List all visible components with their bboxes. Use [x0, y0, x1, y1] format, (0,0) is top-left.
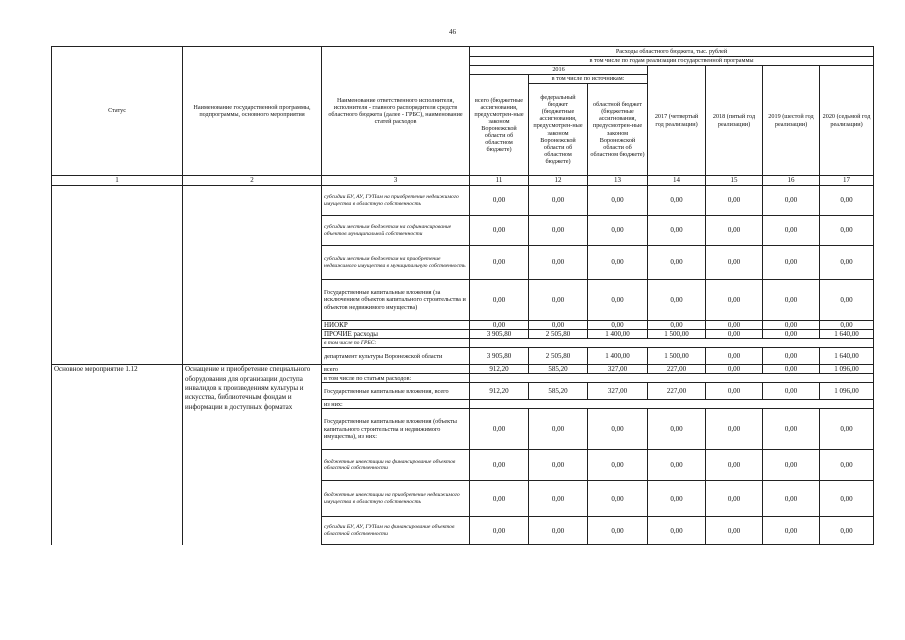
value-cell: 0,00: [706, 409, 763, 450]
header-2019: 2019 (шестой год реализации): [763, 66, 820, 176]
value-cell: 0,00: [648, 280, 706, 321]
value-cell: 0,00: [529, 216, 588, 246]
value-cell: 912,20: [470, 365, 529, 374]
value-cell: 0,00: [820, 186, 874, 216]
row-label: Государственные капитальные вложения (объекты капитального строительства и недвижимого имущества), из них:: [322, 409, 470, 450]
value-cell: 327,00: [588, 365, 648, 374]
value-cell: 0,00: [470, 409, 529, 450]
value-cell: 0,00: [820, 409, 874, 450]
value-cell: 0,00: [470, 450, 529, 481]
col-number: 15: [706, 176, 763, 186]
header-expenses: Расходы областного бюджета, тыс. рублей: [470, 47, 874, 57]
value-cell: 0,00: [470, 246, 529, 280]
value-cell: 0,00: [588, 517, 648, 545]
value-cell: 0,00: [820, 450, 874, 481]
value-cell: 0,00: [763, 481, 820, 517]
header-by-years: в том числе по годам реализации государственной программы: [470, 57, 874, 66]
value-cell: 0,00: [529, 481, 588, 517]
row-label: Государственные капитальные вложения, всего: [322, 383, 470, 400]
col-number: 1: [52, 176, 183, 186]
empty-cells: [470, 400, 874, 409]
value-cell: 0,00: [588, 481, 648, 517]
value-cell: 0,00: [763, 246, 820, 280]
page-number: 46: [449, 28, 456, 36]
value-cell: 227,00: [648, 365, 706, 374]
value-cell: 0,00: [706, 383, 763, 400]
value-cell: 0,00: [529, 450, 588, 481]
row-label: НИОКР: [322, 321, 470, 330]
value-cell: 0,00: [470, 280, 529, 321]
value-cell: 0,00: [763, 330, 820, 339]
value-cell: 1 096,00: [820, 365, 874, 374]
value-cell: 2 505,80: [529, 330, 588, 339]
value-cell: 0,00: [470, 216, 529, 246]
value-cell: 0,00: [648, 517, 706, 545]
header-year-2016: 2016: [470, 66, 648, 75]
value-cell: 0,00: [470, 186, 529, 216]
value-cell: 0,00: [470, 481, 529, 517]
value-cell: 0,00: [648, 246, 706, 280]
value-cell: 0,00: [648, 321, 706, 330]
row-label: субсидии БУ, АУ, ГУПам на финансирование объектов областной собственности: [322, 517, 470, 545]
status-cell-empty: [52, 186, 183, 365]
col-number: 14: [648, 176, 706, 186]
header-status: Статус: [52, 47, 183, 176]
value-cell: 0,00: [763, 365, 820, 374]
col-number: 11: [470, 176, 529, 186]
row-label: из них:: [322, 400, 470, 409]
row-label: Государственные капитальные вложения (за исключением объектов капитального строительства и объектов недвижимого имущества): [322, 280, 470, 321]
value-cell: 0,00: [529, 186, 588, 216]
value-cell: 0,00: [470, 517, 529, 545]
value-cell: 0,00: [529, 280, 588, 321]
value-cell: 0,00: [763, 517, 820, 545]
value-cell: 0,00: [820, 280, 874, 321]
value-cell: 1 640,00: [820, 348, 874, 365]
value-cell: 0,00: [763, 383, 820, 400]
value-cell: 0,00: [706, 321, 763, 330]
value-cell: 1 400,00: [588, 330, 648, 339]
value-cell: 0,00: [588, 450, 648, 481]
value-cell: 0,00: [529, 517, 588, 545]
empty-cells: [470, 374, 874, 383]
value-cell: 0,00: [588, 280, 648, 321]
value-cell: 0,00: [648, 450, 706, 481]
value-cell: 0,00: [529, 409, 588, 450]
row-label: департамент культуры Воронежской области: [322, 348, 470, 365]
value-cell: 0,00: [706, 517, 763, 545]
column-number-row: [52, 176, 874, 186]
header-regional: областной бюджет (бюджетные ассигнования, предусмотрен-ные законом Воронежской области об областном бюджете): [588, 84, 648, 176]
status-cell: Основное мероприятие 1.12: [52, 365, 183, 545]
value-cell: 0,00: [706, 186, 763, 216]
value-cell: 0,00: [763, 450, 820, 481]
value-cell: 0,00: [706, 280, 763, 321]
value-cell: 3 905,80: [470, 330, 529, 339]
program-cell-empty: [183, 186, 322, 365]
col-number: 17: [820, 176, 874, 186]
value-cell: 0,00: [820, 246, 874, 280]
row-label: в том числе по ГРБС:: [322, 339, 470, 348]
col-number: 2: [183, 176, 322, 186]
header-by-sources: в том числе по источникам:: [529, 75, 648, 84]
value-cell: 0,00: [706, 450, 763, 481]
value-cell: 0,00: [763, 321, 820, 330]
value-cell: 0,00: [588, 321, 648, 330]
row-label: бюджетные инвестиции на финансирование объектов областной собственности: [322, 450, 470, 481]
row-label: ПРОЧИЕ расходы: [322, 330, 470, 339]
value-cell: 585,20: [529, 365, 588, 374]
value-cell: 0,00: [763, 186, 820, 216]
budget-table: [51, 46, 874, 545]
value-cell: 3 905,80: [470, 348, 529, 365]
row-label: бюджетные инвестиции на приобретение недвижимого имущества в областную собственность: [322, 481, 470, 517]
value-cell: 0,00: [588, 216, 648, 246]
value-cell: 0,00: [588, 186, 648, 216]
value-cell: 0,00: [706, 481, 763, 517]
table-row: [52, 365, 874, 374]
col-number: 13: [588, 176, 648, 186]
header-executor: Наименование ответственного исполнителя, исполнителя - главного распорядителя средств областного бюджета (далее - ГРБС), наименование статей расходов: [322, 47, 470, 176]
value-cell: 585,20: [529, 383, 588, 400]
value-cell: 0,00: [820, 216, 874, 246]
value-cell: 1 500,00: [648, 330, 706, 339]
value-cell: 0,00: [706, 330, 763, 339]
header-program-name: Наименование государственной программы, подпрограммы, основного мероприятия: [183, 47, 322, 176]
row-label: субсидии местным бюджетам на софинансирование объектов муниципальной собственности: [322, 216, 470, 246]
table-row: [52, 186, 874, 216]
col-number: 3: [322, 176, 470, 186]
empty-cells: [470, 339, 874, 348]
value-cell: 0,00: [763, 216, 820, 246]
value-cell: 2 505,80: [529, 348, 588, 365]
value-cell: 0,00: [820, 321, 874, 330]
program-cell: Оснащение и приобретение специального оборудования для организации доступа инвалидов к произведениям культуры и искусства, библиотечным фондам и информации в доступных форматах: [183, 365, 322, 545]
header-total: всего (бюджетные ассигнования, предусмотрен-ные законом Воронежской области об областном бюджете): [470, 75, 529, 176]
value-cell: 0,00: [588, 409, 648, 450]
value-cell: 0,00: [470, 321, 529, 330]
value-cell: 0,00: [706, 348, 763, 365]
value-cell: 0,00: [706, 246, 763, 280]
value-cell: 0,00: [648, 216, 706, 246]
value-cell: 1 640,00: [820, 330, 874, 339]
value-cell: 1 096,00: [820, 383, 874, 400]
value-cell: 0,00: [706, 216, 763, 246]
value-cell: 0,00: [648, 409, 706, 450]
header-2018: 2018 (пятый год реализации): [706, 66, 763, 176]
value-cell: 0,00: [706, 365, 763, 374]
value-cell: 0,00: [529, 321, 588, 330]
value-cell: 0,00: [648, 186, 706, 216]
value-cell: 0,00: [529, 246, 588, 280]
row-label: субсидии БУ, АУ, ГУПам на приобретение недвижимого имущества в областную собственность: [322, 186, 470, 216]
value-cell: 0,00: [648, 481, 706, 517]
row-label: всего: [322, 365, 470, 374]
value-cell: 1 400,00: [588, 348, 648, 365]
col-number: 12: [529, 176, 588, 186]
value-cell: 0,00: [763, 409, 820, 450]
row-label: субсидии местным бюджетам на приобретение недвижимого имущества в муниципальную собственность: [322, 246, 470, 280]
header-2020: 2020 (седьмой год реализации): [820, 66, 874, 176]
value-cell: 1 500,00: [648, 348, 706, 365]
header-federal: федеральный бюджет (бюджетные ассигнования, предусмотрен-ные законом Воронежской области об областном бюджете): [529, 84, 588, 176]
col-number: 16: [763, 176, 820, 186]
value-cell: 0,00: [588, 246, 648, 280]
value-cell: 0,00: [820, 517, 874, 545]
value-cell: 327,00: [588, 383, 648, 400]
row-label: в том числе по статьям расходов:: [322, 374, 470, 383]
value-cell: 0,00: [820, 481, 874, 517]
header-2017: 2017 (четвертый год реализации): [648, 66, 706, 176]
value-cell: 227,00: [648, 383, 706, 400]
value-cell: 0,00: [763, 280, 820, 321]
value-cell: 0,00: [763, 348, 820, 365]
value-cell: 912,20: [470, 383, 529, 400]
